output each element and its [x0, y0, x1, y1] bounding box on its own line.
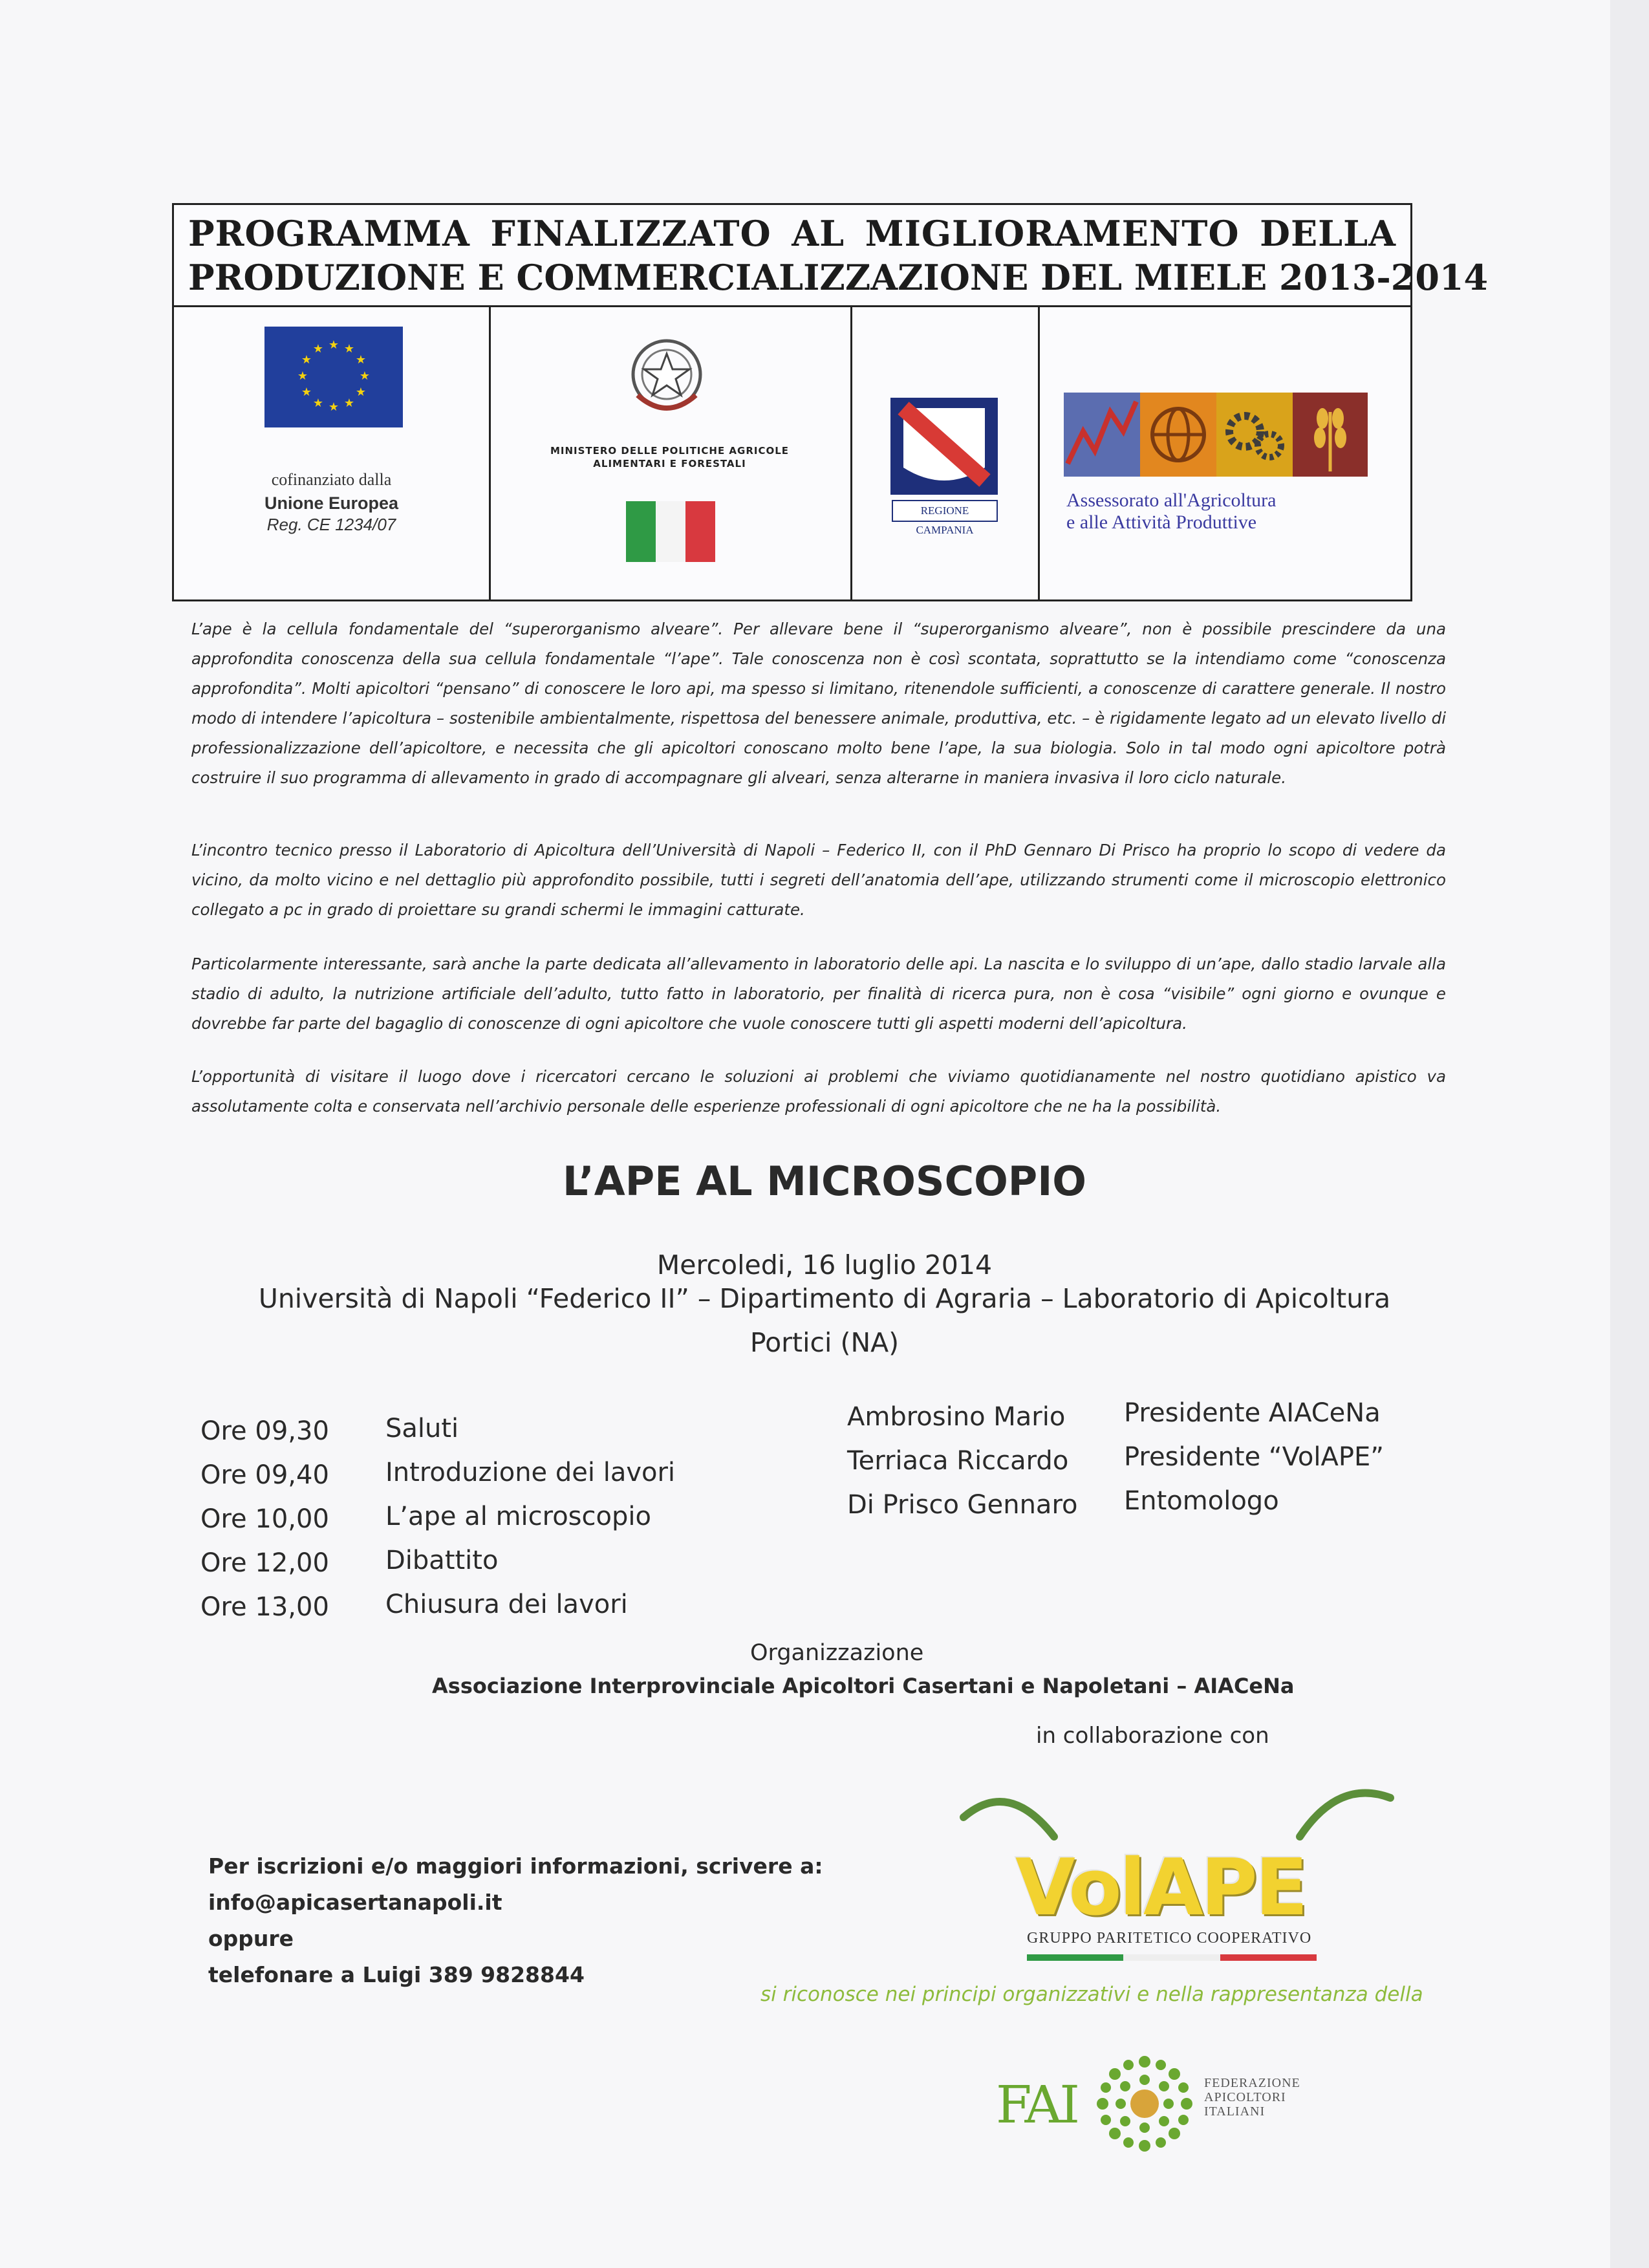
assessorato-caption-line2: e alle Attività Produttive: [1066, 512, 1257, 533]
eu-caption-line2: Unione Europea: [264, 493, 399, 513]
fai-caption-line2: APICOLTORI: [1204, 2090, 1286, 2104]
fai-logo: [996, 2049, 1332, 2165]
schedule-time: Ore 09,30: [200, 1416, 329, 1446]
schedule-item: Dibattito: [385, 1546, 499, 1575]
wheat-icon: [1293, 393, 1368, 477]
eu-logo-cell: [174, 307, 491, 599]
svg-text:★: ★: [301, 353, 312, 367]
event-city: Portici (NA): [749, 1327, 900, 1358]
speaker-role: Presidente “VolAPE”: [1124, 1442, 1384, 1472]
ministry-logo-cell: [489, 307, 852, 599]
eu-caption-line3: Reg. CE 1234/07: [266, 515, 396, 534]
speaker-name: Di Prisco Gennaro: [847, 1490, 1078, 1520]
schedule-item: L’ape al microscopio: [385, 1502, 651, 1531]
svg-text:★: ★: [359, 369, 371, 383]
assessorato-logo-cell: [1038, 307, 1410, 599]
ministry-caption: [489, 444, 850, 470]
gears-icon: [1216, 393, 1293, 477]
volape-wordmark: VolAPE: [1015, 1843, 1306, 1933]
eu-caption: [174, 470, 489, 535]
contact-phone: telefonare a Luigi 389 9828844: [208, 1962, 585, 1987]
svg-text:★: ★: [328, 338, 339, 352]
event-date: Mercoledi, 16 luglio 2014: [656, 1249, 993, 1280]
svg-text:★: ★: [343, 342, 355, 356]
svg-text:★: ★: [355, 385, 367, 399]
event-title: L’APE AL MICROSCOPIO: [562, 1158, 1087, 1205]
fai-wordmark: FAI: [996, 2075, 1077, 2135]
svg-text:★: ★: [343, 396, 355, 410]
recognition-text: si riconosce nei principi organizzativi e nella rappresentanza della: [760, 1983, 1423, 2006]
schedule-item: Saluti: [385, 1414, 459, 1443]
event-venue: Università di Napoli “Federico II” – Dipartimento di Agraria – Laboratorio di Apicoltura: [258, 1283, 1391, 1314]
eu-flag-icon: [264, 327, 403, 427]
svg-text:★: ★: [355, 353, 367, 367]
organization-label: Organizzazione: [750, 1640, 924, 1666]
fai-caption: [1204, 2076, 1300, 2119]
contact-email-link[interactable]: info@apicasertanapoli.it: [208, 1890, 502, 1915]
ministry-caption-line2: ALIMENTARI E FORESTALI: [593, 458, 746, 470]
campania-label: REGIONE CAMPANIA: [892, 500, 998, 522]
volape-subtitle: GRUPPO PARITETICO COOPERATIVO: [1027, 1930, 1312, 1947]
contact-or: oppure: [208, 1926, 294, 1951]
schedule-item: Introduzione dei lavori: [385, 1458, 676, 1487]
schedule-item: Chiusura dei lavori: [385, 1590, 628, 1619]
contact-intro: Per iscrizioni e/o maggiori informazioni, scrivere a:: [208, 1853, 823, 1879]
speaker-name: Ambrosino Mario: [847, 1402, 1066, 1432]
program-title-line1: PROGRAMMA FINALIZZATO AL MIGLIORAMENTO DELLA: [188, 213, 1396, 254]
chart-trend-icon: [1064, 393, 1140, 477]
italian-emblem-icon: [618, 330, 715, 427]
schedule-time: Ore 10,00: [200, 1504, 329, 1534]
ministry-caption-line1: MINISTERO DELLE POLITICHE AGRICOLE: [550, 445, 790, 457]
fai-dots-icon: [1093, 2049, 1196, 2159]
italian-flag-icon: [626, 501, 715, 562]
svg-text:★: ★: [312, 396, 324, 410]
assessorato-caption-line1: Assessorato all'Agricoltura: [1066, 490, 1277, 511]
fai-caption-line1: FEDERAZIONE: [1204, 2076, 1300, 2090]
globe-icon: [1140, 393, 1216, 477]
volape-logo: [951, 1778, 1403, 2018]
contact-block: [208, 1848, 823, 1993]
speaker-role: Presidente AIACeNa: [1124, 1398, 1381, 1428]
fai-caption-line3: ITALIANI: [1204, 2104, 1266, 2119]
opportunity-paragraph: L’opportunità di visitare il luogo dove i ricercatori cercano le soluzioni ai problemi che viviamo quotidianamente nel nostro quotidiano apistico va assolutamente colta e conservata nell’archivio personale delle esperienze professionali di ogni apicoltore che ne ha la possibilità.: [191, 1067, 1446, 1116]
organization-name: Associazione Interprovinciale Apicoltori Casertani e Napoletani – AIACeNa: [432, 1674, 1295, 1698]
svg-text:★: ★: [297, 369, 308, 383]
sponsor-logos: [174, 307, 1410, 599]
speaker-name: Terriaca Riccardo: [847, 1446, 1069, 1476]
schedule-time: Ore 12,00: [200, 1548, 329, 1578]
assessorato-banner: [1064, 393, 1368, 477]
program-title: [174, 205, 1489, 307]
breeding-paragraph: Particolarmente interessante, sarà anche la parte dedicata all’allevamento in laboratorio delle api. La nascita e lo sviluppo di un’ape, dallo stadio larvale alla stadio di adulto, la nutrizione artificiale dell’adulto, tutto fatto in laboratorio, per finalità di ricerca pura, non è cosa “visibile” ogni giorno e ovunque e dovrebbe far parte del bagaglio di conoscenze di ogni apicoltore che vuole conoscere tutti gli aspetti moderni dell’apicoltura.: [191, 955, 1446, 1033]
header-box: [172, 203, 1489, 601]
svg-text:★: ★: [328, 400, 339, 414]
volape-tricolor-stripe: [1027, 1954, 1317, 1961]
svg-text:★: ★: [312, 342, 324, 356]
svg-text:★: ★: [301, 385, 312, 399]
program-title-line2: PRODUZIONE E COMMERCIALIZZAZIONE DEL MIELE 2013-2014: [188, 257, 1489, 298]
speaker-role: Entomologo: [1124, 1486, 1279, 1516]
intro-paragraph: L’ape è la cellula fondamentale del “superorganismo alveare”. Per allevare bene il “superorganismo alveare”, non è possibile prescindere da una approfondita conoscenza della sua cellula fondamentale “l’ape”. Tale conoscenza non è così scontata, soprattutto se la intendiamo come “conoscenza approfondita”. Molti apicoltori “pensano” di conoscere le loro api, ma spesso si limitano, ritenendole sufficienti, a conoscenze di carattere generale. Il nostro modo di intendere l’apicoltura – sostenibile ambientalmente, rispettosa del benessere animale, produttiva, etc. – è rigidamente legato ad un elevato livello di professionalizzazione dell’apicoltore, e necessita che gli apicoltori conoscano molto bene l’ape, la sua biologia. Solo in tal modo ogni apicoltore potrà costruire il suo programma di allevamento in grado di accompagnare gli alveari, senza alterarne in maniera invasiva il loro ciclo naturale.: [191, 620, 1446, 787]
eu-caption-line1: cofinanziato dalla: [271, 470, 392, 489]
collaboration-label: in collaborazione con: [1036, 1723, 1269, 1749]
schedule-time: Ore 13,00: [200, 1592, 329, 1622]
campania-logo-cell: [850, 307, 1040, 599]
meeting-paragraph: L’incontro tecnico presso il Laboratorio di Apicoltura dell’Università di Napoli – Federico II, con il PhD Gennaro Di Prisco ha proprio lo scopo di vedere da vicino, da molto vicino e nel dettaglio più approfondito possibile, tutti i segreti dell’anatomia dell’ape, utilizzando strumenti come il microscopio elettronico collegato a pc in grado di proiettare su grandi schermi le immagini catturate.: [191, 841, 1446, 919]
page-edge: [1610, 0, 1649, 2268]
schedule-time: Ore 09,40: [200, 1460, 329, 1490]
assessorato-caption: [1066, 490, 1277, 534]
